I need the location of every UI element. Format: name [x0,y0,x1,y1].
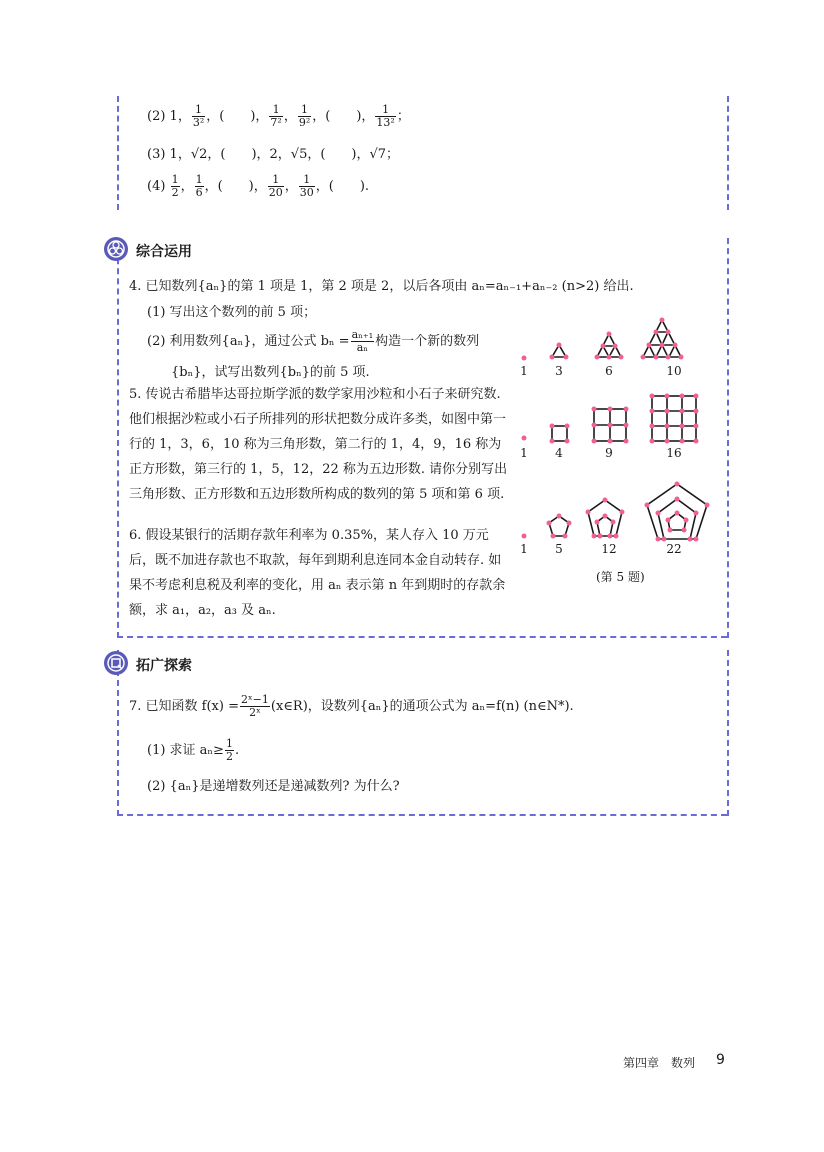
fig-label: 1 [520,542,528,556]
question-7: 7. 已知函数 f(x) = $\frac{\text{2ˣ−1}}{\text{2ˣ}}$ (x∈R)，设数列{aₙ}的通项公式为 aₙ=f(n) (n∈N*). [129,693,574,719]
exercise-4: (4) $\frac{1}{2}$ ， $\frac{1}{6}$ ，( )， $\frac{1}{20}$ ， $\frac{1}{30}$ ，( ). [147,173,370,199]
fig-label: 16 [666,446,682,460]
question-4-2-cont: {bₙ}，试写出数列{bₙ}的前 5 项. [171,365,370,380]
section-title-2: 拓广探索 [136,658,192,674]
fig-label: 3 [555,364,563,378]
figurate-numbers-figure [512,312,722,562]
fig-label: 1 [520,446,528,460]
question-7-2: (2) {aₙ}是递增数列还是递减数列? 为什么? [147,779,400,794]
section-icon-1 [103,236,129,262]
exercise-2: (2) 1， $\frac{1}{\text{3²}}$ ，( )， $\frac{1}{\text{7²}}$ ， $\frac{1}{\text{9²}}$ ，( )， $\frac{1}{\text{13²}}$ ； [147,103,410,129]
question-4: 4. 已知数列{aₙ}的第 1 项是 1，第 2 项是 2，以后各项由 aₙ=aₙ₋₁+aₙ₋₂ (n>2) 给出. [129,279,634,294]
fig-label: 9 [605,446,613,460]
fig-label: 12 [601,542,617,556]
question-4-1: (1) 写出这个数列的前 5 项； [147,305,317,320]
section-icon-2 [103,650,129,676]
exercise-3: (3) 1，√2，( )，2，√5，( )，√7； [147,147,400,162]
question-7-1: (1) 求证 aₙ≥ $\frac{1}{2}$ . [147,737,240,763]
fig-label: 22 [666,542,682,556]
page-number: 9 [716,1052,725,1068]
figure-caption: (第 5 题) [596,570,645,584]
section-title-1: 综合运用 [136,244,192,260]
fig-label: 6 [605,364,613,378]
fig-label: 1 [520,364,528,378]
footer-chapter: 第四章 数列 [623,1056,696,1070]
fig-label: 10 [666,364,682,378]
fig-label: 4 [555,446,563,460]
fig-label: 5 [555,542,563,556]
question-5: 5. 传说古希腊毕达哥拉斯学派的数学家用沙粒和小石子来研究数. 他们根据沙粒或小石子所排列的形状把数分成许多类，如图中第一行的 1，3，6，10 称为三角形数，第二行的 1，4，9，16 称为正方形数，第三行的 1，5，12，22 称为五边形数. 请你分别写出三角形数、正方形数和五边形数所构成的数列的第 5 项和第 6 项. [129,387,508,502]
question-6: 6. 假设某银行的活期存款年利率为 0.35%，某人存入 10 万元后，既不加进存款也不取款，每年到期利息连同本金自动转存. 如果不考虑利息税及利率的变化，用 aₙ 表示第 n 年到期时的存款余额，求 a₁，a₂，a₃ 及 aₙ. [129,528,506,618]
question-4-2: (2) 利用数列{aₙ}，通过公式 bₙ = $\frac{\text{aₙ₊₁}}{\text{aₙ}}$ 构造一个新的数列 [147,328,480,354]
